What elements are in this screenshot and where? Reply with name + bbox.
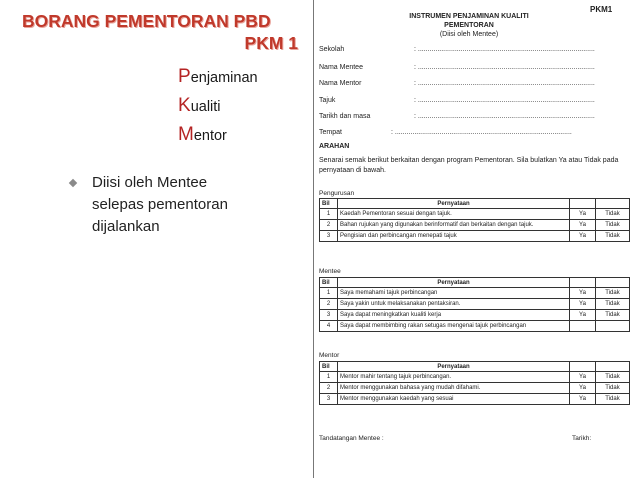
field-tempat: Tempat : ...........................................................................................: [319, 129, 572, 136]
table-row: 2 Mentor menggunakan bahasa yang mudah difahami. Ya Tidak: [320, 383, 630, 394]
table-row: 4 Saya dapat membimbing rakan setugas mengenai tajuk perbincangan: [320, 321, 630, 332]
ya-option[interactable]: Ya: [570, 372, 596, 383]
tidak-option[interactable]: Tidak: [596, 288, 630, 299]
section-label-mentee: Mentee: [319, 268, 341, 275]
tidak-option[interactable]: Tidak: [596, 383, 630, 394]
arahan-heading: ARAHAN: [319, 143, 350, 150]
form-heading: INSTRUMEN PENJAMINAN KUALITI PEMENTORAN (Diisi oleh Mentee): [409, 13, 529, 38]
field-tajuk: Tajuk : ...........................................................................................: [319, 97, 595, 104]
table-row: 1 Mentor mahir tentang tajuk perbincangan. Ya Tidak: [320, 372, 630, 383]
ya-option[interactable]: Ya: [570, 288, 596, 299]
tidak-option[interactable]: Tidak: [596, 231, 630, 242]
table-row: 1 Saya memahami tajuk perbincangan Ya Tidak: [320, 288, 630, 299]
tidak-option[interactable]: Tidak: [596, 209, 630, 220]
ya-option[interactable]: [570, 321, 596, 332]
tidak-option[interactable]: Tidak: [596, 394, 630, 405]
table-header: Bil Pernyataan: [320, 362, 630, 372]
ya-option[interactable]: Ya: [570, 231, 596, 242]
table-mentee: [319, 277, 630, 332]
acronym-p: Penjaminan: [178, 66, 258, 87]
tidak-option[interactable]: [596, 321, 630, 332]
slide-title: [22, 10, 298, 54]
form-document: [313, 0, 638, 478]
ya-option[interactable]: Ya: [570, 394, 596, 405]
tidak-option[interactable]: Tidak: [596, 220, 630, 231]
bullet-text: Diisi oleh Mentee selepas pementoran dijalankan: [92, 174, 228, 235]
instruction-text: Senarai semak berikut berkaitan dengan program Pementoran. Sila bulatkan Ya atau Tidak pada pernyataan di bawah.: [319, 157, 619, 174]
acronym-k: Kualiti: [178, 95, 221, 116]
table-header: Bil Pernyataan: [320, 199, 630, 209]
table-row: 1 Kaedah Pementoran sesuai dengan tajuk. Ya Tidak: [320, 209, 630, 220]
ya-option[interactable]: Ya: [570, 310, 596, 321]
section-label-mentor: Mentor: [319, 352, 340, 359]
tidak-option[interactable]: Tidak: [596, 372, 630, 383]
bullet-point: [70, 172, 260, 238]
acronym-m: Mentor: [178, 124, 227, 145]
table-pengurusan: [319, 198, 630, 242]
title-line-2: PKM 1: [244, 33, 298, 53]
field-sekolah: Sekolah : ...........................................................................................: [319, 46, 595, 53]
table-row: 3 Mentor menggunakan kaedah yang sesuai Ya Tidak: [320, 394, 630, 405]
acronym-list: [178, 63, 258, 150]
bullet-diamond-icon: [69, 179, 77, 187]
field-tarikh-masa: Tarikh dan masa : ...........................................................................................: [319, 113, 595, 120]
table-mentor: [319, 361, 630, 405]
tidak-option[interactable]: Tidak: [596, 299, 630, 310]
table-header: Bil Pernyataan: [320, 278, 630, 288]
table-row: 2 Bahan rujukan yang digunakan berinformatif dan berkaitan dengan tajuk. Ya Tidak: [320, 220, 630, 231]
ya-option[interactable]: Ya: [570, 209, 596, 220]
field-nama-mentee: Nama Mentee : ...........................................................................................: [319, 64, 595, 71]
ya-option[interactable]: Ya: [570, 383, 596, 394]
section-label-pengurusan: Pengurusan: [319, 190, 355, 197]
table-row: 2 Saya yakin untuk melaksanakan pentaksiran. Ya Tidak: [320, 299, 630, 310]
signature-label: Tandatangan Mentee :: [319, 435, 384, 442]
tarikh-label: Tarikh:: [572, 435, 592, 442]
table-row: 3 Saya dapat meningkatkan kualiti kerja Ya Tidak: [320, 310, 630, 321]
title-line-1: BORANG PEMENTORAN PBD: [22, 11, 271, 31]
tidak-option[interactable]: Tidak: [596, 310, 630, 321]
ya-option[interactable]: Ya: [570, 299, 596, 310]
ya-option[interactable]: Ya: [570, 220, 596, 231]
table-row: 3 Pengisian dan perbincangan menepati tajuk Ya Tidak: [320, 231, 630, 242]
field-nama-mentor: Nama Mentor : ...........................................................................................: [319, 80, 595, 87]
form-code: PKM1: [590, 5, 613, 14]
